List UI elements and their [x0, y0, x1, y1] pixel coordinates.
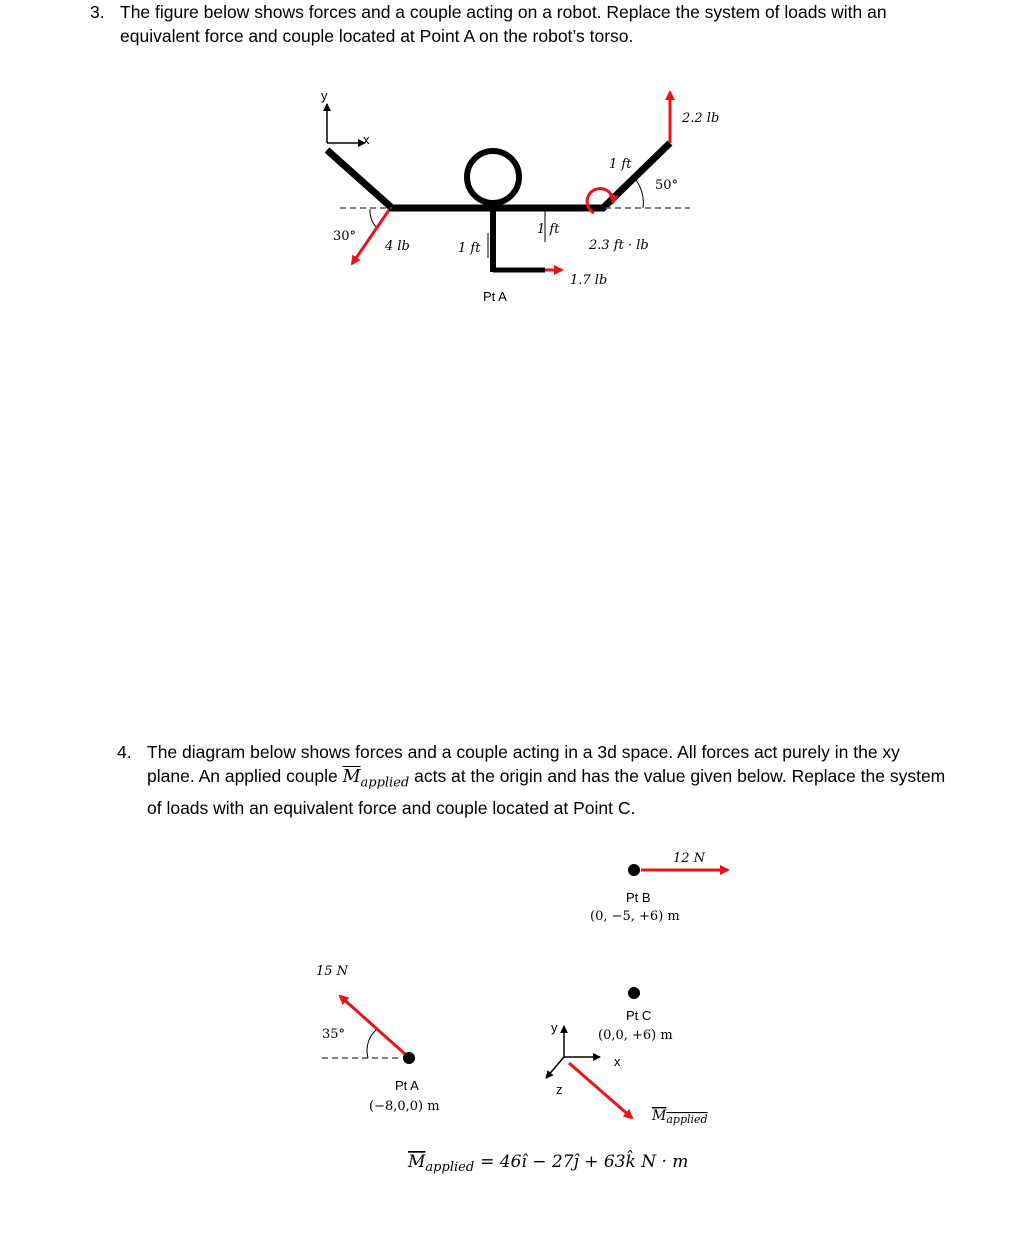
problem-4-number: 4.: [117, 742, 132, 762]
angle-30-label: 30°: [333, 229, 357, 244]
problem-3-number: 3.: [90, 2, 105, 22]
point-c-coords: (0,0, +6) m: [598, 1028, 673, 1043]
angle-35-label: 35°: [322, 1027, 346, 1042]
left-arm: [327, 150, 392, 208]
moment-applied-label: $M_{applied}$: [652, 1108, 708, 1126]
z-axis-3d: [546, 1057, 564, 1078]
y-axis-label: y: [321, 88, 328, 103]
problem-4-text: The diagram below shows forces and a couple acting in a 3d space. All forces act purely in the xy plane. An applied couple $\overline{M}_{applied}$ acts at the origin and has the value given below. Replace the system of loads with an equivalent force and couple located at Point C.: [147, 742, 946, 818]
m-applied-symbol: $\overline{M}$: [342, 767, 361, 787]
force-1_7lb-label: 1.7 lb: [570, 273, 608, 288]
space-figure: [316, 851, 728, 1175]
dim-forearm-label: 1 ft: [609, 157, 632, 172]
moment-applied-arrow: [569, 1063, 632, 1118]
problem-3-text: The figure below shows forces and a couple acting on a robot. Replace the system of loads with an equivalent force and couple located at Point A on the robot’s torso.: [120, 2, 887, 46]
robot-head: [467, 151, 519, 203]
y-axis-3d-label: y: [551, 1020, 558, 1035]
point-b-coords: (0, −5, +6) m: [590, 909, 680, 924]
point-c-dot: [628, 987, 640, 999]
force-15n-arrow: [340, 996, 405, 1054]
z-axis-3d-label: z: [556, 1082, 563, 1097]
dim-arm-label: 1 ft: [537, 222, 560, 237]
point-b-dot: [628, 864, 640, 876]
moment-equation: $M_{applied}$ = 46î − 27ĵ + 63k̂ N · m: [408, 1152, 689, 1175]
robot-figure: [321, 88, 719, 304]
point-a-label-4: Pt A: [395, 1078, 419, 1093]
angle-50-label: 50°: [655, 178, 679, 193]
force-12n-label: 12 N: [673, 851, 706, 866]
dim-torso-label: 1 ft: [458, 241, 481, 256]
force-4lb-label: 4 lb: [385, 239, 410, 254]
force-15n-label: 15 N: [316, 964, 349, 979]
point-c-label: Pt C: [626, 1008, 652, 1023]
force-2_2lb-label: 2.2 lb: [682, 111, 720, 126]
couple-label: 2.3 ft · lb: [589, 238, 649, 253]
x-axis-label: x: [363, 132, 370, 147]
angle-arc-35: [367, 1030, 376, 1058]
point-a-label: Pt A: [483, 289, 507, 304]
point-b-label: Pt B: [626, 890, 651, 905]
angle-arc-50: [636, 180, 643, 208]
x-axis-3d-label: x: [614, 1054, 621, 1069]
point-a-coords: (−8,0,0) m: [369, 1099, 440, 1114]
